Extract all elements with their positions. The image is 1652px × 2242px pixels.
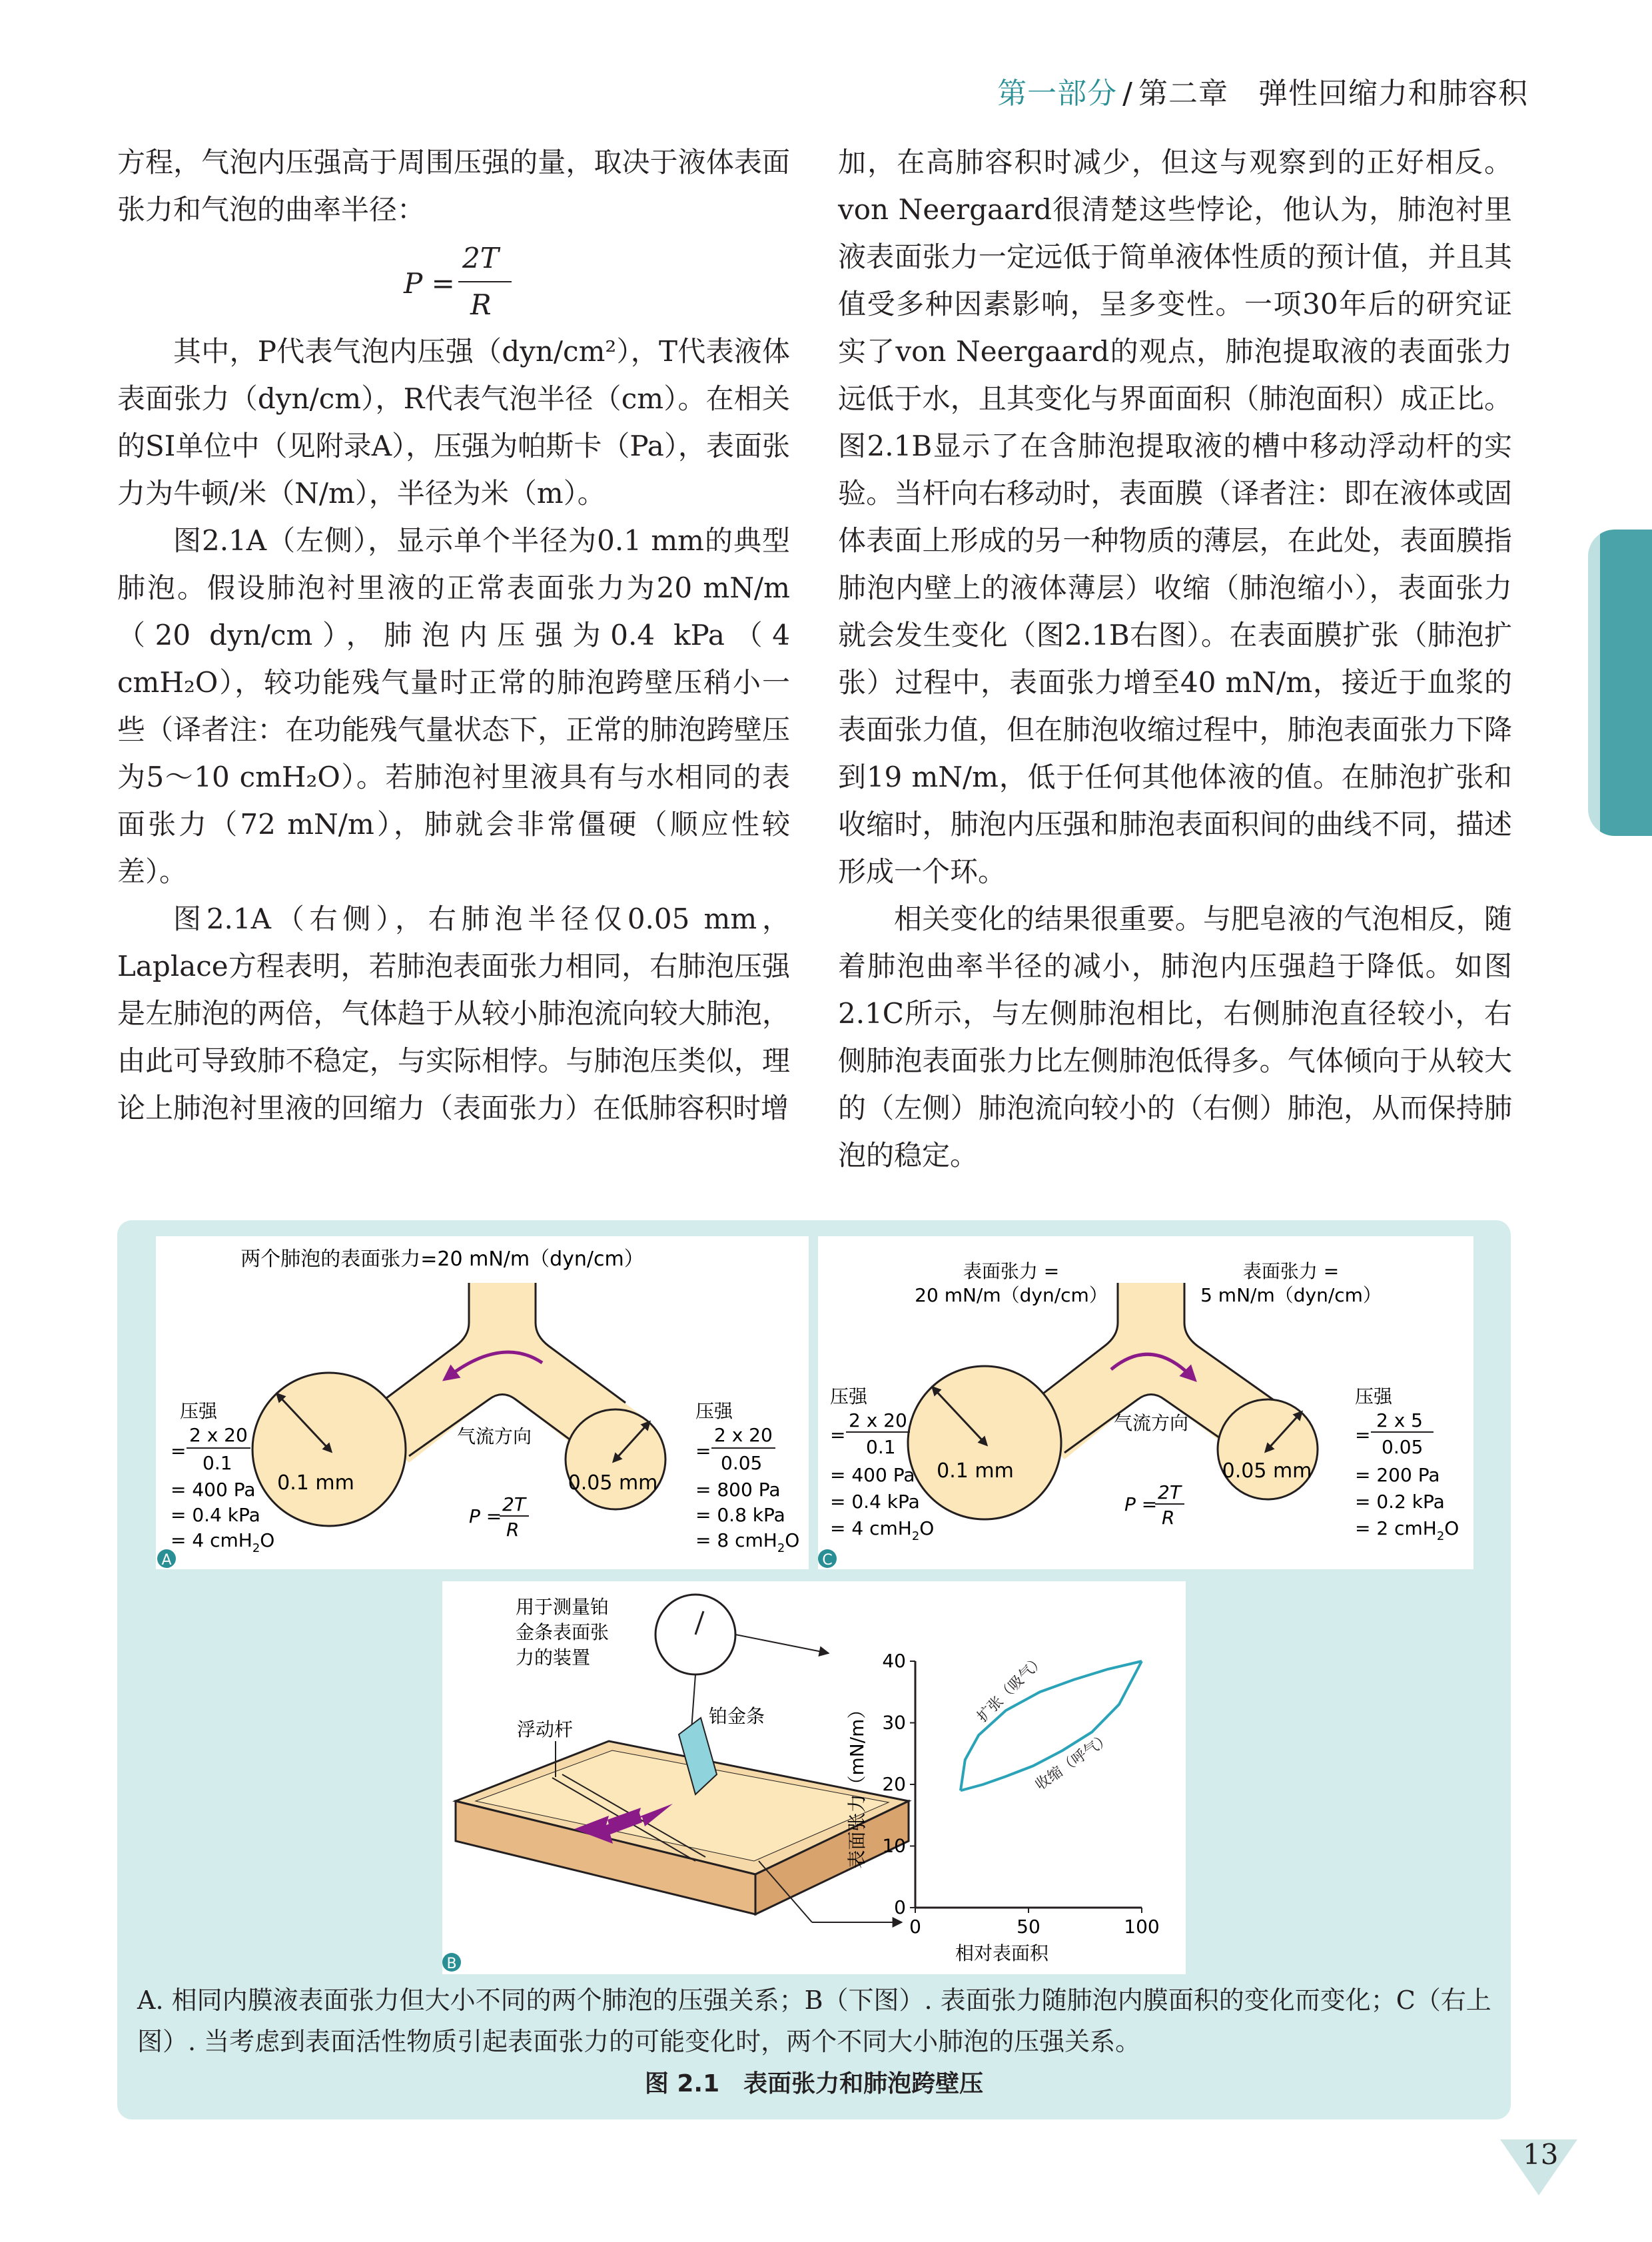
y-tick-label: 10 (882, 1834, 906, 1857)
curve-label-expansion: 扩张（吸气） (974, 1651, 1048, 1726)
x-tick-label: 0 (909, 1916, 921, 1938)
cmh2o-c-right: = 2 cmH$_2$O (1355, 1517, 1459, 1543)
figure-caption: A. 相同内膜液表面张力但大小不同的两个肺泡的压强关系；B（下图）. 表面张力随肺泡内膜面积的变化而变化；C（右上图）. 当考虑到表面活性物质引起表面张力的可能变化时，两个不同大小肺泡的压强关系。 (137, 1986, 1491, 2056)
formula-numerator: 2T (462, 242, 499, 274)
num-a-right: 2 x 20 (714, 1424, 773, 1446)
badge-a-label: A (161, 1552, 172, 1569)
cmh2o-a-right: = 8 cmH$_2$O (695, 1529, 800, 1555)
y-tick-label: 30 (882, 1711, 906, 1734)
y-tick-label: 0 (894, 1896, 906, 1918)
radius-label-a2: 0.05 mm (568, 1471, 658, 1495)
page-number: 13 (1523, 2138, 1559, 2171)
y-tick-label: 20 (882, 1773, 906, 1795)
device-label-1: 用于测量铂 (516, 1596, 610, 1618)
chart-x-label: 相对表面积 (955, 1942, 1049, 1964)
laplace-formula (117, 233, 790, 328)
kpa-a-left: = 0.4 kPa (171, 1504, 260, 1526)
formula-a-den: R (506, 1519, 520, 1541)
eq-a-left: = (171, 1440, 187, 1462)
left-paragraph-1: 方程，气泡内压强高于周围压强的量，取决于液体表面张力和气泡的曲率半径： (117, 146, 790, 226)
kpa-a-right: = 0.8 kPa (695, 1504, 785, 1526)
eq-a-right: = (695, 1440, 711, 1462)
header-sep: / (1122, 77, 1133, 111)
formula-c-lhs: P = (1124, 1493, 1158, 1515)
gauge-to-chart-arrow (735, 1635, 829, 1653)
flow-label-a: 气流方向 (456, 1425, 532, 1447)
radius-label-c2: 0.05 mm (1222, 1459, 1312, 1483)
x-tick-label: 100 (1124, 1916, 1160, 1938)
curve-label-contraction: 收缩（呼气） (1032, 1729, 1114, 1794)
den-a-right: 0.05 (721, 1452, 763, 1474)
formula-c-den: R (1162, 1507, 1175, 1529)
pressure-label-c-right: 压强 (1355, 1385, 1393, 1407)
device-label-2: 金条表面张 (516, 1621, 610, 1643)
header-part: 第一部分 (997, 77, 1118, 111)
tension-label-c1b: 20 mN/m（dyn/cm） (915, 1284, 1108, 1306)
panel-a-title: 两个肺泡的表面张力=20 mN/m（dyn/cm） (240, 1248, 644, 1271)
panel-a (156, 1236, 809, 1569)
num-c-left: 2 x 20 (849, 1409, 907, 1431)
flow-label-c: 气流方向 (1113, 1412, 1189, 1434)
left-column (117, 139, 790, 1132)
pa-a-right: = 800 Pa (695, 1479, 781, 1501)
den-c-left: 0.1 (866, 1436, 896, 1458)
radius-label-c1: 0.1 mm (937, 1459, 1014, 1483)
eq-c-right: = (1355, 1424, 1371, 1446)
figure-title: 图 2.1 表面张力和肺泡跨壁压 (644, 2070, 984, 2097)
y-tick-label: 40 (882, 1650, 906, 1672)
badge-b-label: B (446, 1956, 457, 1972)
tension-label-c2a: 表面张力 = (1242, 1260, 1340, 1282)
panel-b (442, 1581, 1186, 1974)
header-chapter: 第二章 (1138, 77, 1228, 111)
badge-c-label: C (822, 1552, 833, 1569)
chart-y-label: 表面张力（mN/m） (846, 1700, 868, 1869)
device-label-3: 力的装置 (516, 1647, 591, 1669)
figure-2-1 (117, 1220, 1511, 2119)
running-header (997, 69, 1528, 112)
right-paragraph-1: 加，在高肺容积时减少，但这与观察到的正好相反。von Neergaard很清楚这些悖论，他认为，肺泡衬里液表面张力一定远低于简单液体性质的预计值，并且其值受多种因素影响，呈多变性。一项30年后的研究证实了von Neergaard的观点，肺泡提取液的表面张力远低于水，且其变化与界面面积（肺泡面积）成正比。图2.1B显示了在含肺泡提取液的槽中移动浮动杆的实验。当杆向右移动时，表面膜（译者注：即在液体或固体表面上形成的另一种物质的薄层，在此处，表面膜指肺泡内壁上的液体薄层）收缩（肺泡缩小），表面张力就会发生变化（图2.1B右图）。在表面膜扩张（肺泡扩张）过程中，表面张力增至40 mN/m，接近于血浆的表面张力值，但在肺泡收缩过程中，肺泡表面张力下降到19 mN/m，低于任何其他体液的值。在肺泡扩张和收缩时，肺泡内压强和肺泡表面积间的曲线不同，描述形成一个环。 (838, 146, 1512, 888)
eq-c-left: = (830, 1424, 846, 1446)
formula-a-lhs: P = (469, 1505, 502, 1527)
pa-c-right: = 200 Pa (1355, 1464, 1440, 1486)
pressure-label-c-left: 压强 (830, 1385, 868, 1407)
tension-label-c1a: 表面张力 = (963, 1260, 1060, 1282)
pressure-label-a-left: 压强 (180, 1400, 218, 1422)
cmh2o-a-left: = 4 cmH$_2$O (171, 1529, 275, 1555)
num-c-right: 2 x 5 (1376, 1409, 1423, 1431)
kpa-c-right: = 0.2 kPa (1355, 1491, 1445, 1513)
tension-label-c2b: 5 mN/m（dyn/cm） (1200, 1284, 1382, 1306)
den-c-right: 0.05 (1382, 1436, 1424, 1458)
pressure-label-a-right: 压强 (695, 1400, 733, 1422)
den-a-left: 0.1 (203, 1452, 232, 1474)
pa-c-left: = 400 Pa (830, 1464, 915, 1486)
formula-lhs: P = (404, 267, 455, 300)
left-paragraph-2: 其中，P代表气泡内压强（dyn/cm²），T代表液体表面张力（dyn/cm），R代表气泡半径（cm）。在相关的SI单位中（见附录A），压强为帕斯卡（Pa），表面张力为牛顿/米（N/m），半径为米（m）。 (117, 335, 790, 510)
left-paragraph-4: 图2.1A（右侧），右肺泡半径仅0.05 mm，Laplace方程表明，若肺泡表面张力相同，右肺泡压强是左肺泡的两倍，气体趋于从较小肺泡流向较大肺泡，由此可导致肺不稳定，与实际相悖。与肺泡压类似，理论上肺泡衬里液的回缩力（表面张力）在低肺容积时增 (117, 903, 790, 1124)
panel-c (818, 1236, 1473, 1569)
left-paragraph-3: 图2.1A（左侧），显示单个半径为0.1 mm的典型肺泡。假设肺泡衬里液的正常表面张力为20 mN/m（20 dyn/cm），肺泡内压强为0.4 kPa（4 cmH₂O），较功能残气量时正常的肺泡跨壁压稍小一些（译者注：在功能残气量状态下，正常的肺泡跨壁压为5～10 cmH₂O）。若肺泡衬里液具有与水相同的表面张力（72 mN/m），肺就会非常僵硬（顺应性较差）。 (117, 524, 790, 888)
pa-a-left: = 400 Pa (171, 1479, 256, 1501)
formula-c-num: 2T (1158, 1481, 1181, 1503)
header-title: 弹性回缩力和肺容积 (1258, 77, 1528, 111)
num-a-left: 2 x 20 (189, 1424, 248, 1446)
x-tick-label: 50 (1017, 1916, 1040, 1938)
formula-denominator: R (470, 288, 492, 321)
kpa-c-left: = 0.4 kPa (830, 1491, 920, 1513)
chapter-tab (1588, 530, 1652, 836)
right-paragraph-2: 相关变化的结果很重要。与肥皂液的气泡相反，随着肺泡曲率半径的减小，肺泡内压强趋于降低。如图2.1C所示，与左侧肺泡相比，右侧肺泡直径较小，右侧肺泡表面张力比左侧肺泡低得多。气体倾向于从较大的（左侧）肺泡流向较小的（右侧）肺泡，从而保持肺泡的稳定。 (838, 903, 1512, 1172)
platinum-strip-label: 铂金条 (709, 1705, 765, 1727)
cmh2o-c-left: = 4 cmH$_2$O (830, 1517, 935, 1543)
float-rod-label: 浮动杆 (517, 1718, 574, 1740)
right-column (838, 139, 1512, 1179)
formula-a-num: 2T (502, 1493, 526, 1515)
radius-label-a1: 0.1 mm (277, 1471, 354, 1495)
